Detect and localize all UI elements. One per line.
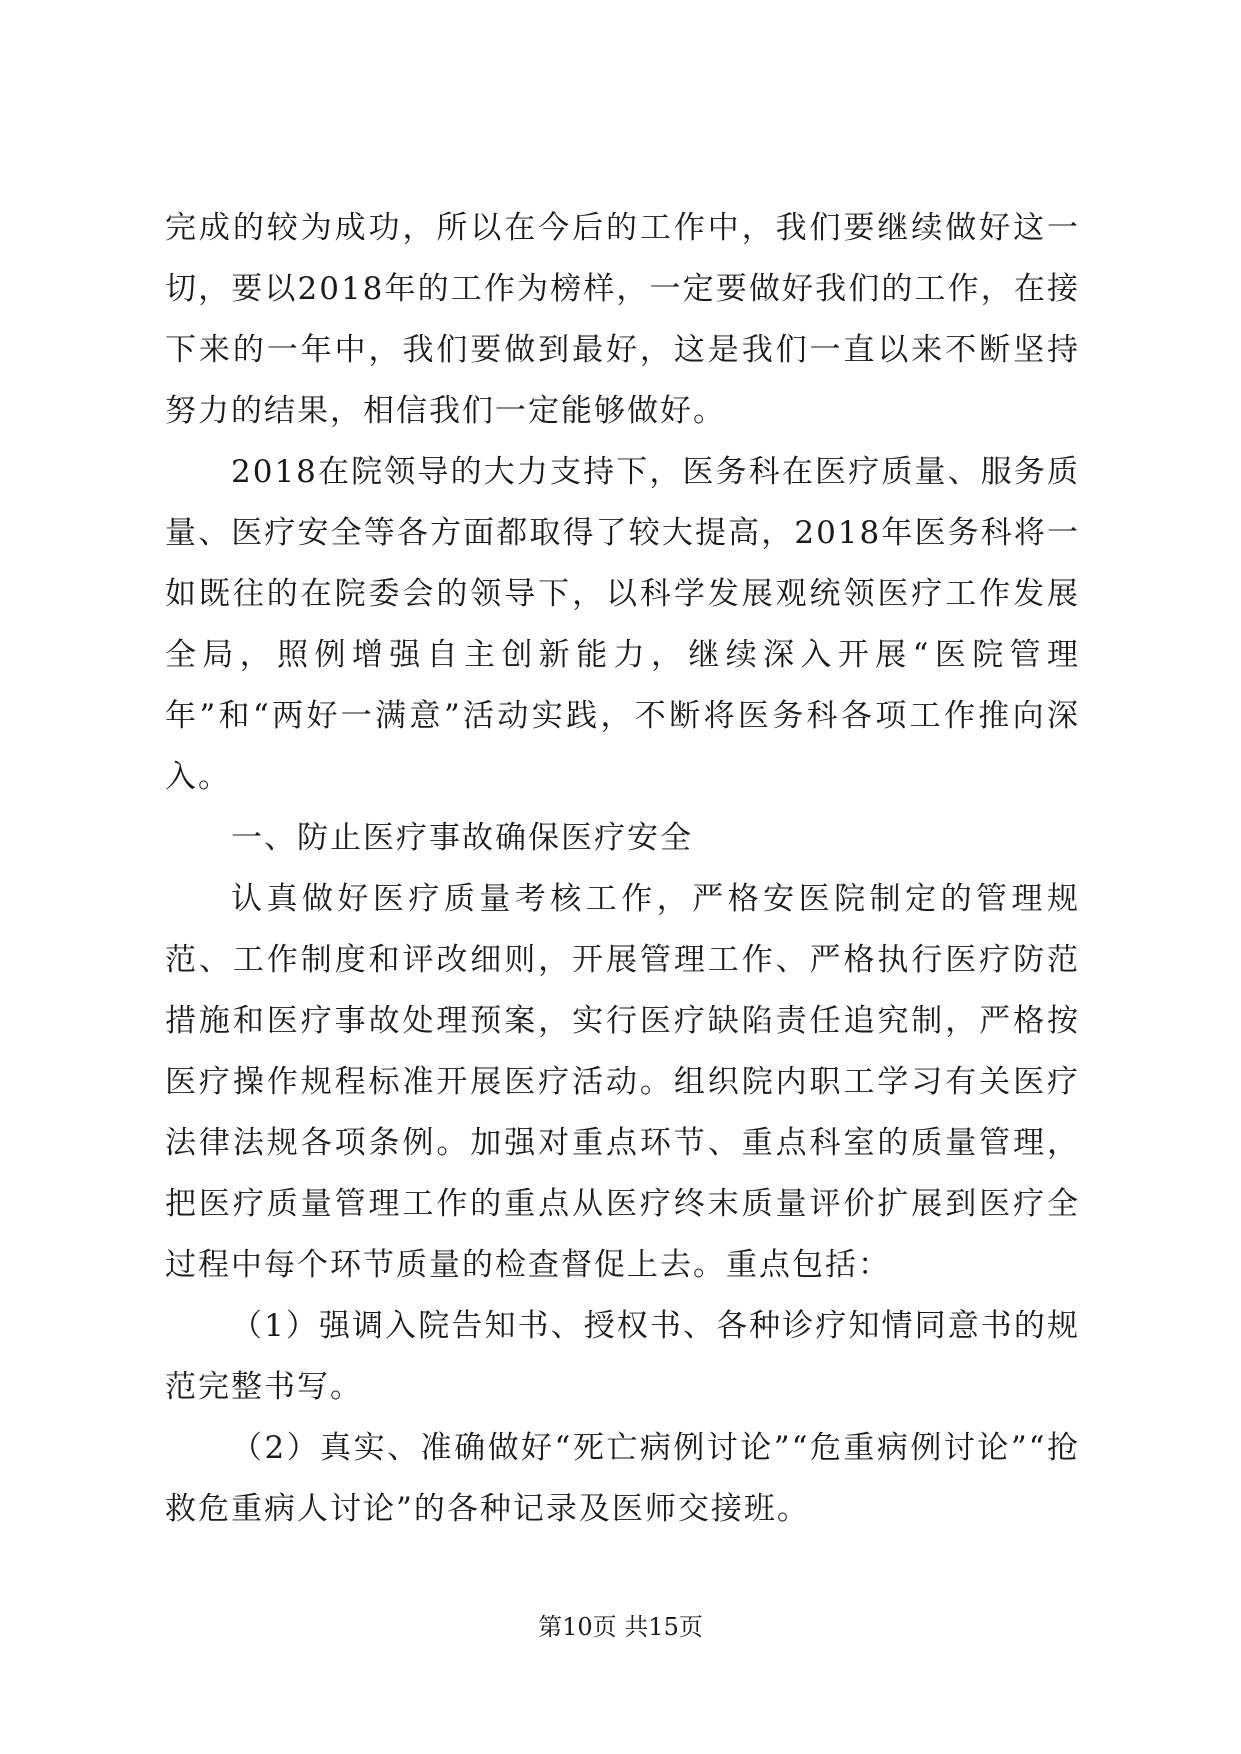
- list-item-1: （1）强调入院告知书、授权书、各种诊疗知情同意书的规范完整书写。: [165, 1308, 1080, 1405]
- section-heading: 一、防止医疗事故确保医疗安全: [231, 820, 693, 856]
- list-item-2: （2）真实、准确做好“死亡病例讨论”“危重病例讨论”“抢救危重病人讨论”的各种记录及医师交接班。: [165, 1430, 1080, 1527]
- page-number-footer: 第10页 共15页: [538, 1613, 703, 1641]
- paragraph-intro: 2018在院领导的大力支持下，医务科在医疗质量、服务质量、医疗安全等各方面都取得了较大提高，2018年医务科将一如既往的在院委会的领导下，以科学发展观统领医疗工作发展全局，照例增强自主创新能力，继续深入开展“医院管理年”和“两好一满意”活动实践，不断将医务科各项工作推向深入。: [165, 454, 1080, 795]
- document-body: [165, 198, 1080, 1540]
- paragraph-continuation: 完成的较为成功，所以在今后的工作中，我们要继续做好这一切，要以2018年的工作为榜样，一定要做好我们的工作，在接下来的一年中，我们要做到最好，这是我们一直以来不断坚持努力的结果，相信我们一定能够做好。: [165, 210, 1080, 429]
- paragraph-quality-assessment: 认真做好医疗质量考核工作，严格安医院制定的管理规范、工作制度和评改细则，开展管理工作、严格执行医疗防范措施和医疗事故处理预案，实行医疗缺陷责任追究制，严格按医疗操作规程标准开展医疗活动。组织院内职工学习有关医疗法律法规各项条例。加强对重点环节、重点科室的质量管理，把医疗质量管理工作的重点从医疗终末质量评价扩展到医疗全过程中每个环节质量的检查督促上去。重点包括：: [165, 881, 1080, 1283]
